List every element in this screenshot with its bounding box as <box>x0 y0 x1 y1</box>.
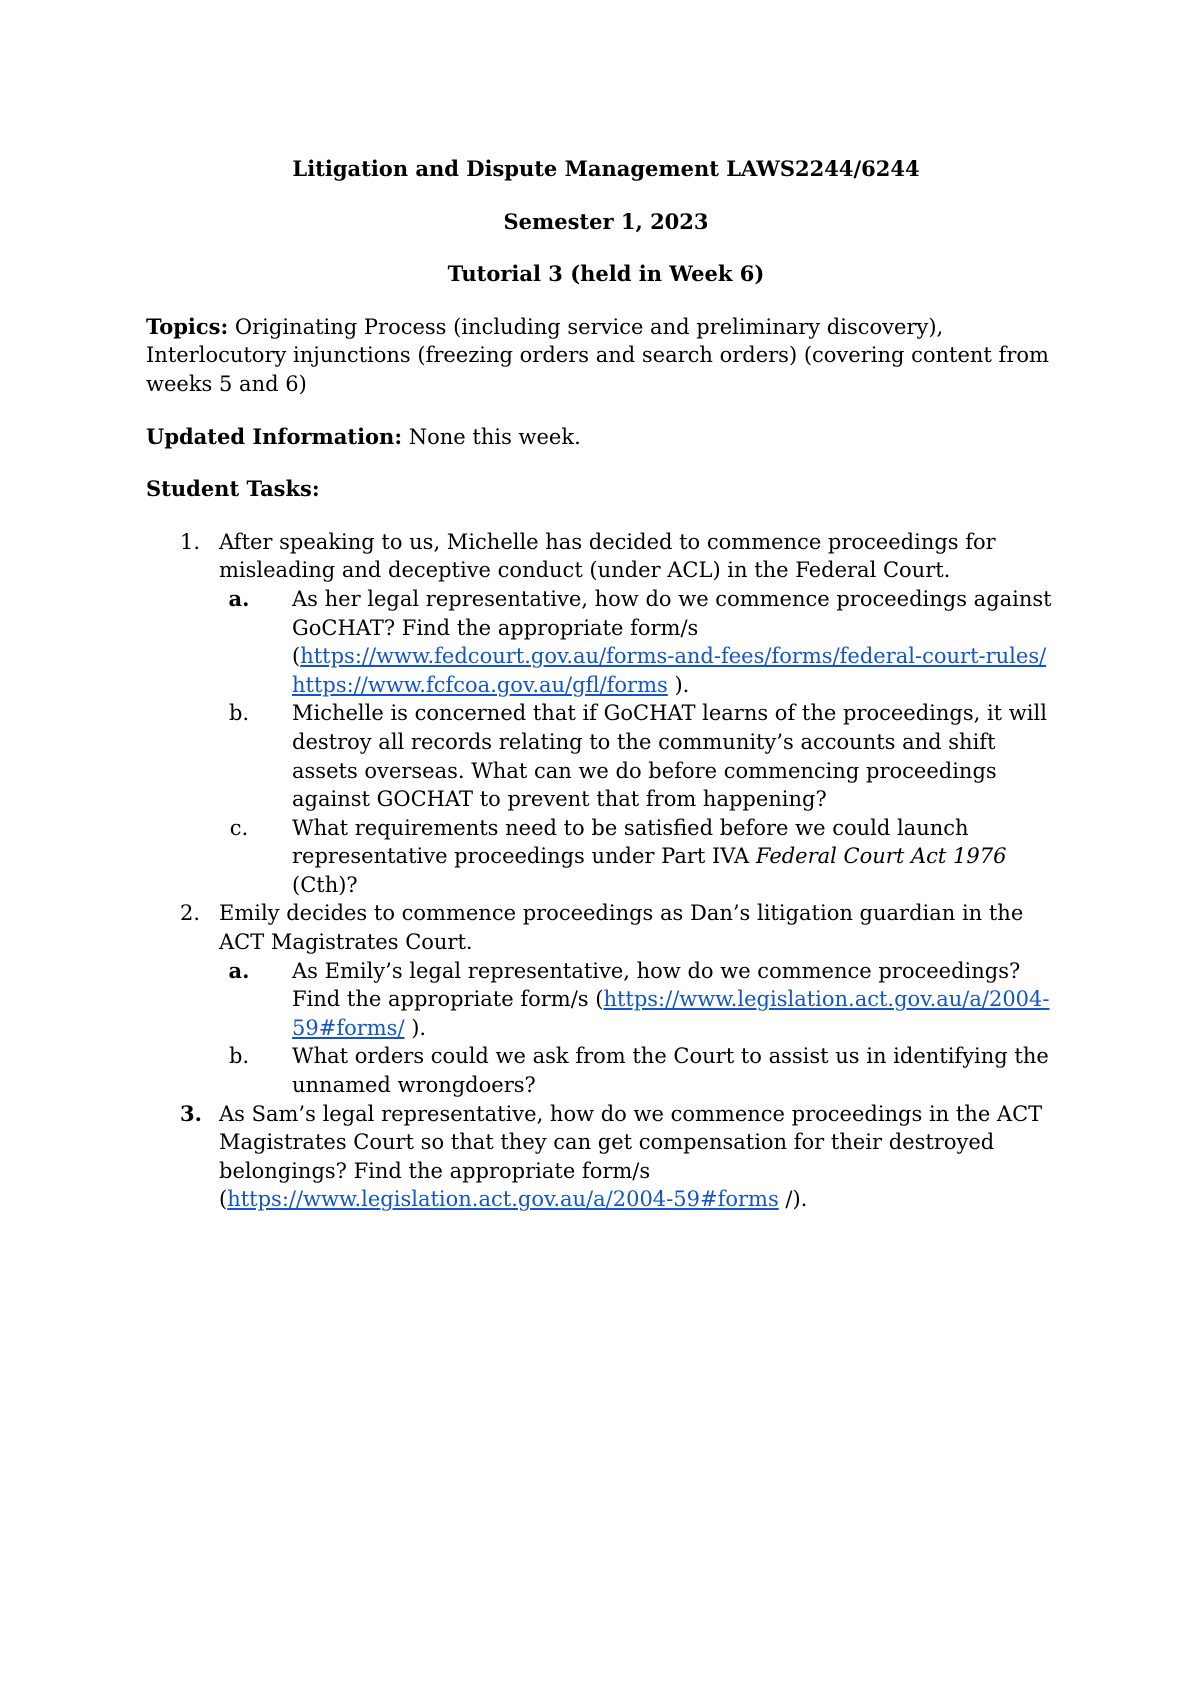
tutorial-line: Tutorial 3 (held in Week 6) <box>447 261 765 287</box>
task-text-end: /). <box>778 1187 808 1212</box>
task-text: After speaking to us, Michelle has decided to commence proceedings for misleading and deceptive conduct (under ACL) in the Federal Court. <box>219 529 996 583</box>
topics-text: Originating Process (including service and preliminary discovery), Interlocutory injunctions (freezing orders and search orders) (covering content from weeks 5 and 6) <box>146 314 1049 396</box>
updated-info-label: Updated Information: <box>146 423 403 449</box>
act-title: Federal Court Act 1976 <box>755 844 1007 869</box>
subtask-text-end: ). <box>667 672 690 697</box>
legislation-forms-link[interactable]: https://www.legislation.act.gov.au/a/2004-59#forms/ <box>292 987 1050 1040</box>
subtask-item-1b <box>219 699 1066 813</box>
task-item-2 <box>146 899 1066 1099</box>
task-list <box>146 528 1066 1214</box>
fcfcoa-forms-link[interactable]: https://www.fcfcoa.gov.au/gfl/forms <box>292 672 668 697</box>
subtask-text: As her legal representative, how do we commence proceedings against GoCHAT? Find the appropriate form/s ( <box>292 586 1052 669</box>
task-number: 1. <box>180 529 201 554</box>
subtask-letter: b. <box>228 1044 250 1069</box>
subtask-text-end: (Cth)? <box>292 872 358 897</box>
updated-info-text: None this week. <box>402 424 581 449</box>
semester-line: Semester 1, 2023 <box>503 208 709 234</box>
legislation-forms-link[interactable]: https://www.legislation.act.gov.au/a/2004-59#forms <box>227 1187 779 1212</box>
task-item-1 <box>146 528 1066 900</box>
subtask-item-2a <box>219 957 1066 1043</box>
updated-info-paragraph <box>146 423 1066 452</box>
course-title: Litigation and Dispute Management LAWS2244/6244 <box>292 156 920 181</box>
subtask-text: What orders could we ask from the Court to assist us in identifying the unnamed wrongdoers? <box>292 1044 1049 1098</box>
subtask-item-2b <box>219 1042 1066 1099</box>
task-number: 2. <box>180 901 201 926</box>
task-item-3 <box>146 1100 1066 1214</box>
subtask-list <box>219 585 1066 900</box>
subtask-letter: b. <box>228 701 250 726</box>
task-number: 3. <box>180 1100 202 1126</box>
student-tasks-heading: Student Tasks: <box>146 476 320 502</box>
task-text: Emily decides to commence proceedings as Dan’s litigation guardian in the ACT Magistrates Court. <box>219 901 1024 955</box>
topics-label: Topics: <box>146 313 229 339</box>
subtask-list <box>219 957 1066 1100</box>
subtask-text: As Emily’s legal representative, how do we commence proceedings? Find the appropriate form/s ( <box>292 958 1021 1012</box>
task-text: As Sam’s legal representative, how do we commence proceedings in the ACT Magistrates Court so that they can get compensation for their destroyed belongings? Find the appropriate form/s ( <box>219 1101 1043 1212</box>
document-content <box>146 155 1066 1214</box>
subtask-text-end: ). <box>404 1015 427 1040</box>
subtask-letter: a. <box>228 957 250 983</box>
subtask-item-1a <box>219 585 1066 699</box>
fedcourt-forms-link[interactable]: https://www.fedcourt.gov.au/forms-and-fees/forms/federal-court-rules/ <box>300 644 1047 669</box>
subtask-letter: a. <box>228 585 250 611</box>
topics-paragraph <box>146 313 1066 399</box>
subtask-item-1c <box>219 814 1066 900</box>
subtask-text: What requirements need to be satisfied before we could launch representative proceedings under Part IVA <box>292 815 969 869</box>
subtask-text: Michelle is concerned that if GoCHAT learns of the proceedings, it will destroy all records relating to the community’s accounts and shift assets overseas. What can we do before commencing proceedings against GOCHAT to prevent that from happening? <box>292 701 1047 812</box>
subtask-letter: c. <box>229 815 249 840</box>
